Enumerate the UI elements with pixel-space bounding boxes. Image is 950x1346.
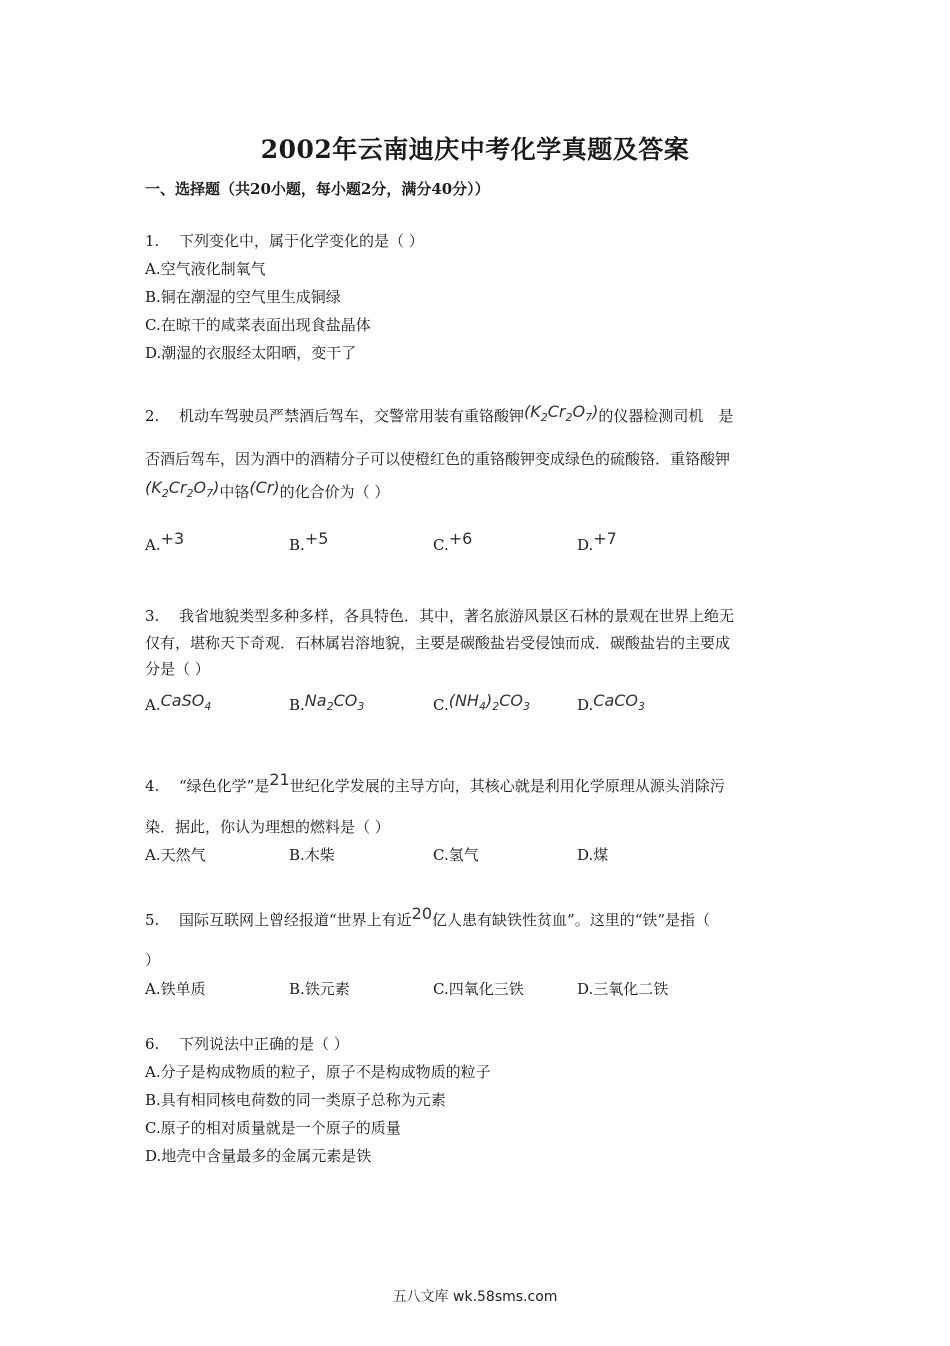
q1-option-c: C.在晾干的咸菜表面出现食盐晶体 <box>145 316 371 334</box>
q5-option-c: C.四氧化三铁 <box>433 980 524 998</box>
q6-option-c: C.原子的相对质量就是一个原子的质量 <box>145 1119 401 1137</box>
q1-option-a: A.空气液化制氧气 <box>145 260 266 278</box>
q1-option-d: D.潮湿的衣服经太阳晒，变干了 <box>145 344 357 362</box>
question-text: 下列说法中正确的是（ ） <box>179 1035 349 1053</box>
q1-option-b: B.铜在潮湿的空气里生成铜绿 <box>145 288 341 306</box>
question-text: 亿人患有缺铁性贫血”。这里的“铁”是指（ <box>432 911 711 929</box>
question-2-line-3 <box>145 478 390 508</box>
question-3-line-2: 仅有，堪称天下奇观．石林属岩溶地貌，主要是碳酸盐岩受侵蚀而成．碳酸盐岩的主要成 <box>145 634 731 652</box>
q4-option-d: D.煤 <box>577 846 609 864</box>
question-number: 2. <box>145 407 160 425</box>
question-4-line-1 <box>145 770 725 796</box>
q3-option-b: $B.Na_2CO_3$ <box>289 691 365 714</box>
question-text: 中铬 <box>219 483 250 501</box>
question-number: 5. <box>145 911 160 929</box>
question-3-line-1 <box>145 606 734 626</box>
q2-option-c: C.+6 <box>433 529 473 554</box>
question-text: 的化合价为（ ） <box>279 483 390 501</box>
q3-option-a: A.CaSO$_4$ <box>145 691 212 714</box>
number-20: 20 <box>411 904 433 923</box>
footer-watermark: 五八文库 wk.58sms.com <box>392 1289 558 1305</box>
q4-option-c: C.氢气 <box>433 846 479 864</box>
formula-k2cr2o7: $(K_2Cr_2O_7)$ <box>145 478 220 501</box>
question-1 <box>145 231 424 251</box>
question-6 <box>145 1034 349 1054</box>
q6-option-a: A.分子是构成物质的粒子，原子不是构成物质的粒子 <box>145 1063 491 1081</box>
q3-option-c: $C.(NH_4)_2CO_3$ <box>433 691 530 714</box>
q2-option-b: B.+5 <box>289 529 329 554</box>
question-text: 的仪器检测司机 是 <box>598 407 734 425</box>
question-text: 下列变化中，属于化学变化的是（ ） <box>179 232 424 250</box>
question-text: 我省地貌类型多种多样，各具特色．其中，著名旅游风景区石林的景观在世界上绝无 <box>179 607 735 625</box>
q6-option-d: D.地壳中含量最多的金属元素是铁 <box>145 1147 372 1165</box>
question-5-line-1 <box>145 904 711 930</box>
question-4-line-2: 染．据此，你认为理想的燃料是（ ） <box>145 818 390 836</box>
q6-option-b: B.具有相同核电荷数的同一类原子总称为元素 <box>145 1091 446 1109</box>
question-number: 1. <box>145 232 160 250</box>
question-text: “绿色化学”是 <box>179 777 270 795</box>
formula-k2cr2o7: $(K_2Cr_2O_7)$ <box>524 402 599 425</box>
question-number: 3. <box>145 607 160 625</box>
question-number: 4. <box>145 777 160 795</box>
page-title: 2002年云南迪庆中考化学真题及答案 <box>260 135 690 164</box>
q4-option-b: B.木柴 <box>289 846 335 864</box>
number-21: 21 <box>269 770 290 789</box>
q3-option-d: D.CaCO$_3$ <box>577 691 646 714</box>
question-number: 6. <box>145 1035 160 1053</box>
q4-option-a: A.天然气 <box>145 846 206 864</box>
question-text: 机动车驾驶员严禁酒后驾车，交警常用装有重铬酸钾 <box>179 407 525 425</box>
question-2-line-1 <box>145 402 734 432</box>
formula-cr: (Cr) <box>249 478 280 497</box>
q2-option-d: D.+7 <box>577 529 617 554</box>
question-3-line-3: 分是（ ） <box>145 660 210 678</box>
q5-option-a: A.铁单质 <box>145 980 206 998</box>
q5-option-b: B.铁元素 <box>289 980 350 998</box>
section-heading: 一、选择题（共20小题，每小题2分，满分40分）） <box>145 180 490 198</box>
question-text: 国际互联网上曾经报道“世界上有近 <box>179 911 412 929</box>
question-5-line-2: ） <box>145 951 161 969</box>
question-text: 世纪化学发展的主导方向，其核心就是利用化学原理从源头消除污 <box>289 777 725 795</box>
q2-option-a: A.+3 <box>145 529 185 554</box>
question-2-line-2: 否酒后驾车，因为酒中的酒精分子可以使橙红色的重铬酸钾变成绿色的硫酸铬．重铬酸钾 <box>145 450 731 468</box>
q5-option-d: D.三氧化二铁 <box>577 980 669 998</box>
